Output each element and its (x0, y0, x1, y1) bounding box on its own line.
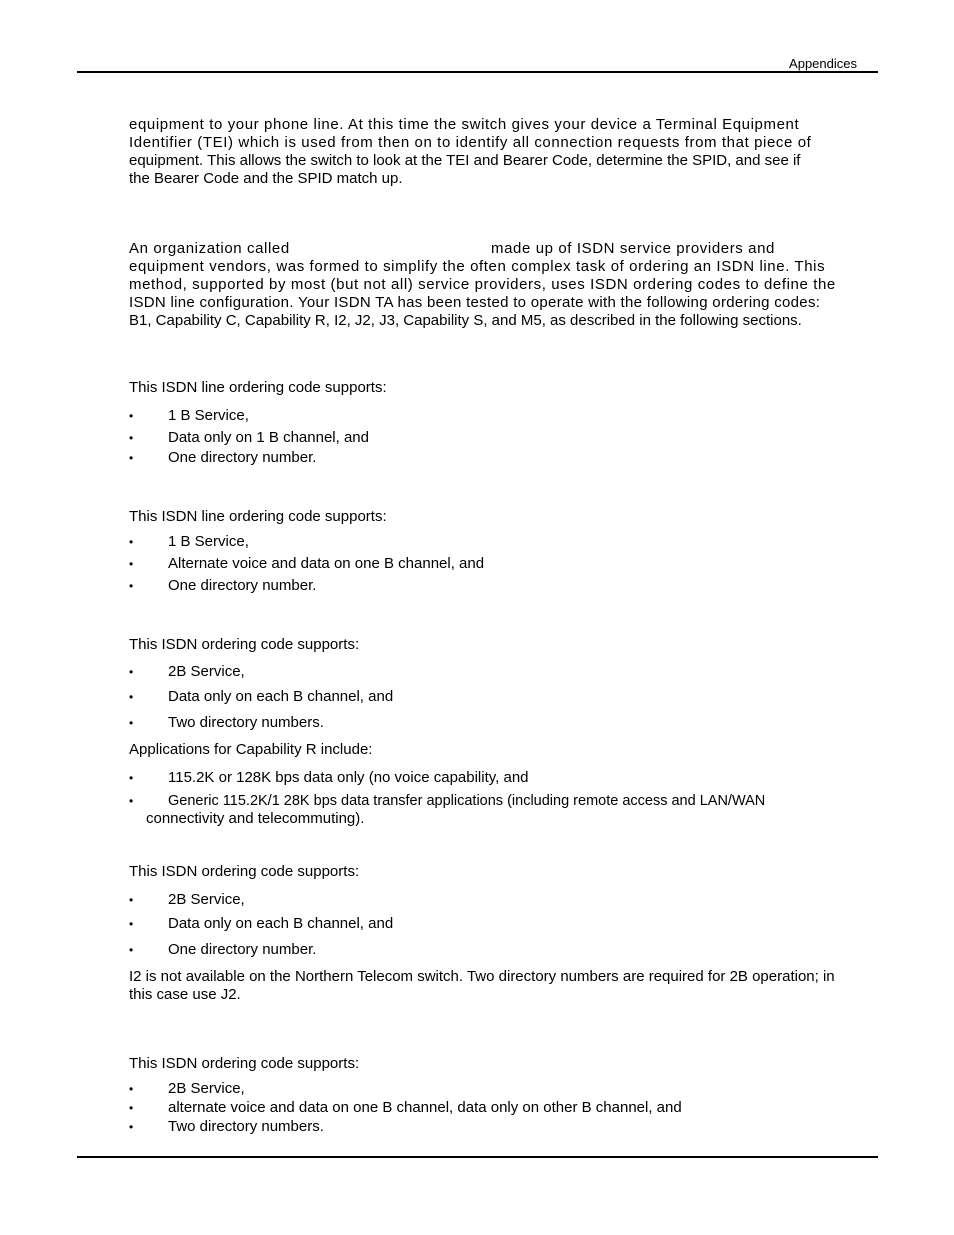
bullet-icon: • (129, 579, 134, 593)
intro-line: equipment to your phone line. At this time the switch gives your device a Terminal Equipment (129, 116, 800, 133)
bullet-icon: • (129, 893, 134, 907)
bullet-icon: • (129, 794, 134, 808)
capc-intro: This ISDN line ordering code supports: (129, 508, 387, 525)
capr-apps-intro: Applications for Capability R include: (129, 741, 373, 758)
bullet-icon: • (129, 943, 134, 957)
i2-note (129, 968, 835, 1004)
i2-intro: This ISDN ordering code supports: (129, 863, 360, 880)
b1-intro: This ISDN line ordering code supports: (129, 379, 387, 396)
ordering-line-end: made up of ISDN service providers and (491, 240, 775, 257)
footer-rule (77, 1156, 878, 1158)
intro-line: the Bearer Code and the SPID match up. (129, 170, 403, 187)
ordering-line: equipment vendors, was formed to simplify the often complex task of ordering an ISDN line. This (129, 258, 826, 275)
bullet-icon: • (129, 451, 134, 465)
intro-line: Identifier (TEI) which is used from then on to identify all connection requests from that piece of (129, 134, 812, 151)
bullet-icon: • (129, 771, 134, 785)
header-rule (77, 71, 878, 73)
intro-paragraph (129, 116, 811, 188)
i2-note-line: I2 is not available on the Northern Telecom switch. Two directory numbers are required for 2B operation; in (129, 968, 835, 985)
ordering-paragraph (129, 258, 836, 330)
ordering-line: ISDN line configuration. Your ISDN TA has been tested to operate with the following ordering codes: (129, 294, 821, 311)
bullet-icon: • (129, 431, 134, 445)
ordering-line: method, supported by most (but not all) service providers, uses ISDN ordering codes to define the (129, 276, 836, 293)
list-item-continuation: connectivity and telecommuting). (146, 810, 365, 827)
bullet-icon: • (129, 1082, 134, 1096)
bullet-icon: • (129, 665, 134, 679)
bullet-icon: • (129, 917, 134, 931)
bullet-icon: • (129, 716, 134, 730)
capr-intro: This ISDN ordering code supports: (129, 636, 360, 653)
bullet-icon: • (129, 1120, 134, 1134)
ordering-line-start: An organization called (129, 240, 290, 257)
i2-note-line: this case use J2. (129, 986, 241, 1003)
bullet-icon: • (129, 690, 134, 704)
intro-line: equipment. This allows the switch to look at the TEI and Bearer Code, determine the SPID, and see if (129, 152, 801, 169)
running-header: Appendices (789, 56, 857, 71)
bullet-icon: • (129, 535, 134, 549)
bullet-icon: • (129, 1101, 134, 1115)
bullet-icon: • (129, 409, 134, 423)
bullet-icon: • (129, 557, 134, 571)
j2-intro: This ISDN ordering code supports: (129, 1055, 360, 1072)
ordering-line: B1, Capability C, Capability R, I2, J2, J3, Capability S, and M5, as described in the following sections. (129, 312, 802, 329)
